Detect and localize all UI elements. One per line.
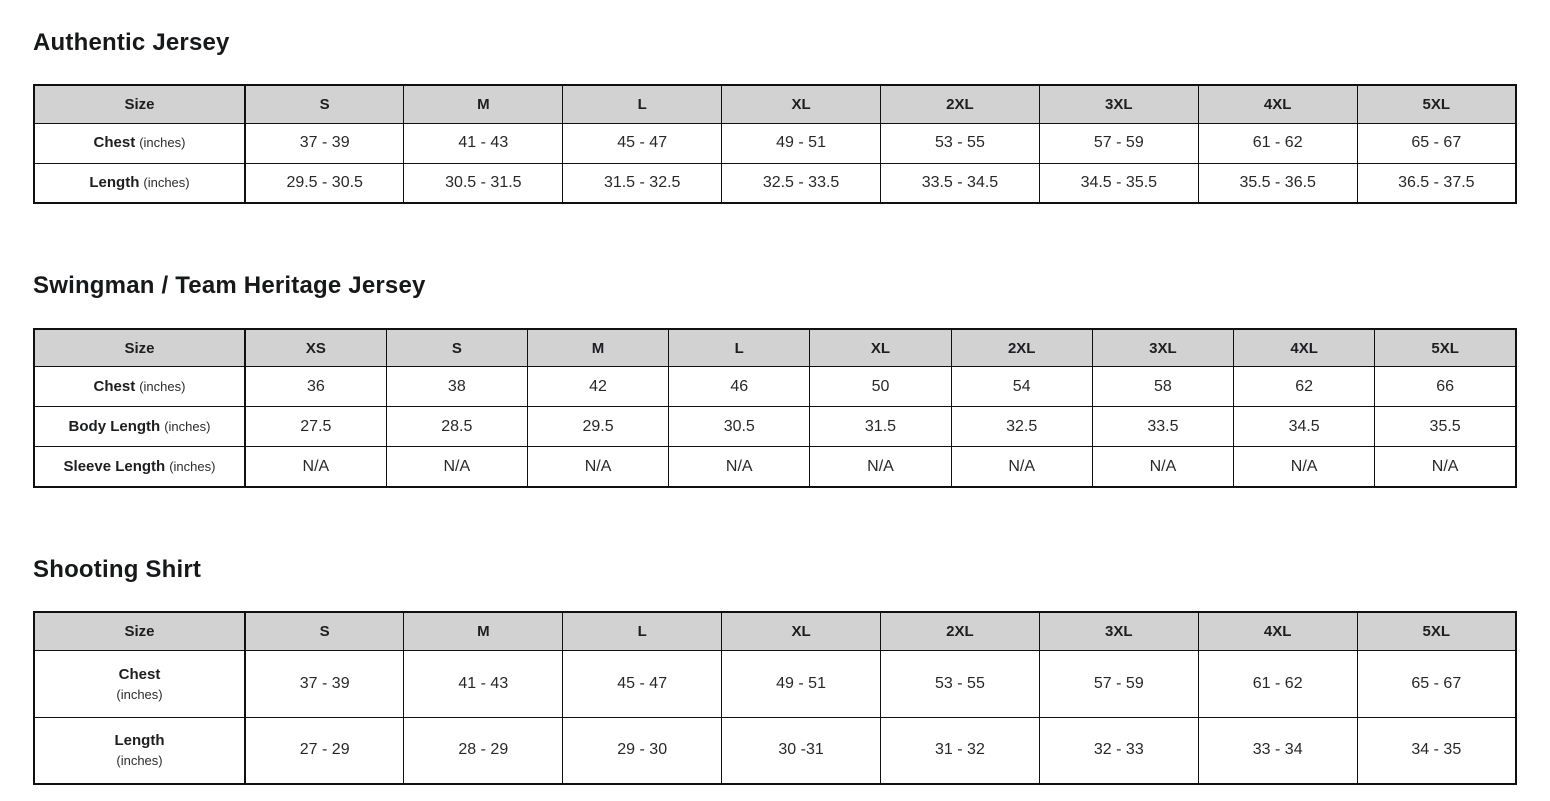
table-row — [34, 717, 1516, 784]
row-label-cell — [34, 407, 245, 447]
measurement-cell: 41 - 43 — [404, 123, 563, 163]
measurement-cell: 45 - 47 — [563, 123, 722, 163]
size-option-header: 3XL — [1039, 612, 1198, 650]
measurement-cell: 32 - 33 — [1039, 717, 1198, 784]
measurement-cell: 42 — [527, 367, 668, 407]
measurement-cell: 65 - 67 — [1357, 650, 1516, 717]
row-unit: (inches) — [164, 418, 211, 434]
row-label: Chest — [93, 134, 136, 152]
measurement-cell: N/A — [1092, 447, 1233, 487]
measurement-cell: 57 - 59 — [1039, 123, 1198, 163]
header-row — [34, 612, 1516, 650]
measurement-cell: N/A — [1375, 447, 1516, 487]
measurement-cell: 29.5 - 30.5 — [245, 163, 404, 203]
measurement-cell: 57 - 59 — [1039, 650, 1198, 717]
row-label-cell — [34, 163, 245, 203]
size-chart-sections — [33, 30, 1517, 785]
table-header — [34, 612, 1516, 650]
row-label: Chest — [93, 377, 136, 395]
measurement-cell: 30 -31 — [722, 717, 881, 784]
measurement-cell: 49 - 51 — [722, 650, 881, 717]
table-body — [34, 123, 1516, 203]
measurement-cell: 54 — [951, 367, 1092, 407]
row-label: Length — [114, 732, 165, 750]
size-option-header: M — [404, 85, 563, 123]
table-row — [34, 407, 1516, 447]
size-column-header: Size — [34, 612, 245, 650]
size-option-header: XL — [722, 612, 881, 650]
measurement-cell: 34.5 — [1234, 407, 1375, 447]
size-option-header: S — [245, 85, 404, 123]
measurement-cell: 34 - 35 — [1357, 717, 1516, 784]
row-label-cell — [34, 650, 245, 717]
table-body — [34, 367, 1516, 487]
table-row — [34, 123, 1516, 163]
size-option-header: M — [404, 612, 563, 650]
size-option-header: 4XL — [1198, 85, 1357, 123]
row-unit: (inches) — [116, 753, 163, 769]
size-option-header: L — [563, 85, 722, 123]
row-label: Body Length — [68, 417, 161, 435]
size-option-header: S — [386, 329, 527, 367]
size-option-header: 3XL — [1039, 85, 1198, 123]
size-option-header: L — [563, 612, 722, 650]
measurement-cell: 36.5 - 37.5 — [1357, 163, 1516, 203]
size-option-header: XS — [245, 329, 386, 367]
size-chart-table — [33, 328, 1517, 488]
measurement-cell: N/A — [669, 447, 810, 487]
measurement-cell: N/A — [951, 447, 1092, 487]
size-chart-section — [33, 30, 1517, 204]
measurement-cell: 36 — [245, 367, 386, 407]
row-label-cell — [34, 367, 245, 407]
row-label-cell — [34, 447, 245, 487]
measurement-cell: 30.5 — [669, 407, 810, 447]
header-row — [34, 329, 1516, 367]
measurement-cell: 27.5 — [245, 407, 386, 447]
measurement-cell: 37 - 39 — [245, 123, 404, 163]
table-row — [34, 650, 1516, 717]
size-chart-table — [33, 84, 1517, 204]
measurement-cell: 29.5 — [527, 407, 668, 447]
measurement-cell: 28.5 — [386, 407, 527, 447]
size-column-header: Size — [34, 329, 245, 367]
measurement-cell: N/A — [1234, 447, 1375, 487]
measurement-cell: 41 - 43 — [404, 650, 563, 717]
size-option-header: L — [669, 329, 810, 367]
size-option-header: 5XL — [1375, 329, 1516, 367]
table-header — [34, 85, 1516, 123]
table-body — [34, 650, 1516, 784]
table-header — [34, 329, 1516, 367]
size-option-header: XL — [810, 329, 951, 367]
measurement-cell: 38 — [386, 367, 527, 407]
row-unit: (inches) — [139, 135, 186, 151]
row-label-cell — [34, 123, 245, 163]
size-option-header: 2XL — [881, 85, 1040, 123]
measurement-cell: 35.5 - 36.5 — [1198, 163, 1357, 203]
measurement-cell: 66 — [1375, 367, 1516, 407]
row-label: Length — [89, 174, 140, 192]
size-option-header: XL — [722, 85, 881, 123]
measurement-cell: 33 - 34 — [1198, 717, 1357, 784]
row-unit: (inches) — [143, 175, 190, 191]
size-option-header: 2XL — [881, 612, 1040, 650]
measurement-cell: 29 - 30 — [563, 717, 722, 784]
size-chart-section — [33, 273, 1517, 487]
section-title: Swingman / Team Heritage Jersey — [33, 272, 426, 300]
measurement-cell: 37 - 39 — [245, 650, 404, 717]
measurement-cell: 46 — [669, 367, 810, 407]
size-option-header: 2XL — [951, 329, 1092, 367]
measurement-cell: 65 - 67 — [1357, 123, 1516, 163]
row-unit: (inches) — [116, 686, 163, 702]
size-option-header: 4XL — [1234, 329, 1375, 367]
measurement-cell: 62 — [1234, 367, 1375, 407]
measurement-cell: 32.5 - 33.5 — [722, 163, 881, 203]
size-option-header: S — [245, 612, 404, 650]
measurement-cell: 30.5 - 31.5 — [404, 163, 563, 203]
header-row — [34, 85, 1516, 123]
size-chart-table — [33, 611, 1517, 785]
measurement-cell: 58 — [1092, 367, 1233, 407]
measurement-cell: 32.5 — [951, 407, 1092, 447]
size-option-header: 3XL — [1092, 329, 1233, 367]
size-option-header: 5XL — [1357, 612, 1516, 650]
size-chart-section — [33, 557, 1517, 785]
measurement-cell: 31.5 — [810, 407, 951, 447]
measurement-cell: 49 - 51 — [722, 123, 881, 163]
measurement-cell: 28 - 29 — [404, 717, 563, 784]
measurement-cell: 53 - 55 — [881, 123, 1040, 163]
measurement-cell: N/A — [810, 447, 951, 487]
measurement-cell: N/A — [245, 447, 386, 487]
measurement-cell: 34.5 - 35.5 — [1039, 163, 1198, 203]
measurement-cell: 50 — [810, 367, 951, 407]
table-row — [34, 163, 1516, 203]
row-unit: (inches) — [139, 378, 186, 394]
size-option-header: 5XL — [1357, 85, 1516, 123]
measurement-cell: 33.5 — [1092, 407, 1233, 447]
measurement-cell: 61 - 62 — [1198, 123, 1357, 163]
table-row — [34, 447, 1516, 487]
size-option-header: M — [527, 329, 668, 367]
measurement-cell: 35.5 — [1375, 407, 1516, 447]
measurement-cell: 31 - 32 — [881, 717, 1040, 784]
measurement-cell: N/A — [527, 447, 668, 487]
table-row — [34, 367, 1516, 407]
row-label: Sleeve Length — [63, 457, 166, 475]
row-unit: (inches) — [169, 458, 216, 474]
section-title: Shooting Shirt — [33, 555, 202, 583]
measurement-cell: 27 - 29 — [245, 717, 404, 784]
measurement-cell: 45 - 47 — [563, 650, 722, 717]
measurement-cell: 31.5 - 32.5 — [563, 163, 722, 203]
row-label: Chest — [118, 665, 161, 683]
measurement-cell: 61 - 62 — [1198, 650, 1357, 717]
size-option-header: 4XL — [1198, 612, 1357, 650]
measurement-cell: 53 - 55 — [881, 650, 1040, 717]
section-title: Authentic Jersey — [33, 29, 230, 56]
measurement-cell: N/A — [386, 447, 527, 487]
size-column-header: Size — [34, 85, 245, 123]
measurement-cell: 33.5 - 34.5 — [881, 163, 1040, 203]
row-label-cell — [34, 717, 245, 784]
